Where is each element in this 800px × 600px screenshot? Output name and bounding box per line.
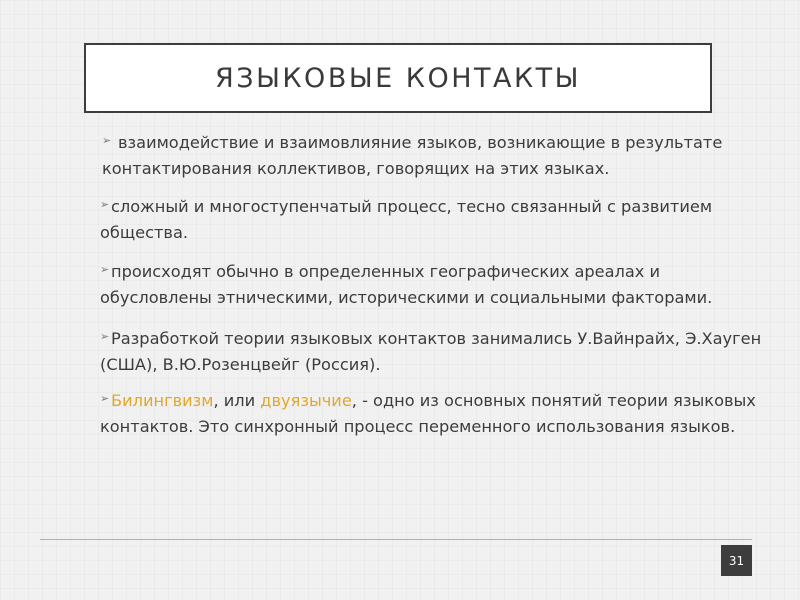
highlight-term-dvuyazychie: двуязычие xyxy=(260,391,352,410)
arrow-bullet-icon: ➢ xyxy=(100,392,110,405)
bullet-item xyxy=(72,128,762,181)
bullet-text: , - одно из основных понятий теории языковых контактов. Это синхронный процесс переменного использования языков. xyxy=(100,391,756,436)
footer-divider xyxy=(40,539,752,540)
bullet-list xyxy=(72,128,762,449)
arrow-bullet-icon: ➢ xyxy=(100,198,110,211)
bullet-text: , или xyxy=(213,391,261,410)
arrow-bullet-icon: ➢ xyxy=(100,263,110,276)
arrow-bullet-icon: ➢ xyxy=(102,134,112,147)
highlight-term-bilingualism: Билингвизм xyxy=(111,391,214,410)
bullet-text: сложный и многоступенчатый процесс, тесно связанный с развитием общества. xyxy=(100,197,713,242)
bullet-text: происходят обычно в определенных географических ареалах и обусловлены этническими, историческими и социальными факторами. xyxy=(100,262,713,307)
bullet-item xyxy=(72,386,762,439)
bullet-item xyxy=(72,192,762,245)
slide-title: ЯЗЫКОВЫЕ КОНТАКТЫ xyxy=(215,62,581,94)
title-box xyxy=(84,43,712,113)
page-number: 31 xyxy=(721,545,752,576)
bullet-item xyxy=(72,257,762,310)
bullet-text: Разработкой теории языковых контактов занимались У.Вайнрайх, Э.Хауген (США), В.Ю.Розенцвейг (Россия). xyxy=(100,329,762,374)
bullet-text: взаимодействие и взаимовлияние языков, возникающие в результате контактирования коллективов, говорящих на этих языках. xyxy=(102,133,723,178)
arrow-bullet-icon: ➢ xyxy=(100,330,110,343)
bullet-item xyxy=(72,324,762,377)
